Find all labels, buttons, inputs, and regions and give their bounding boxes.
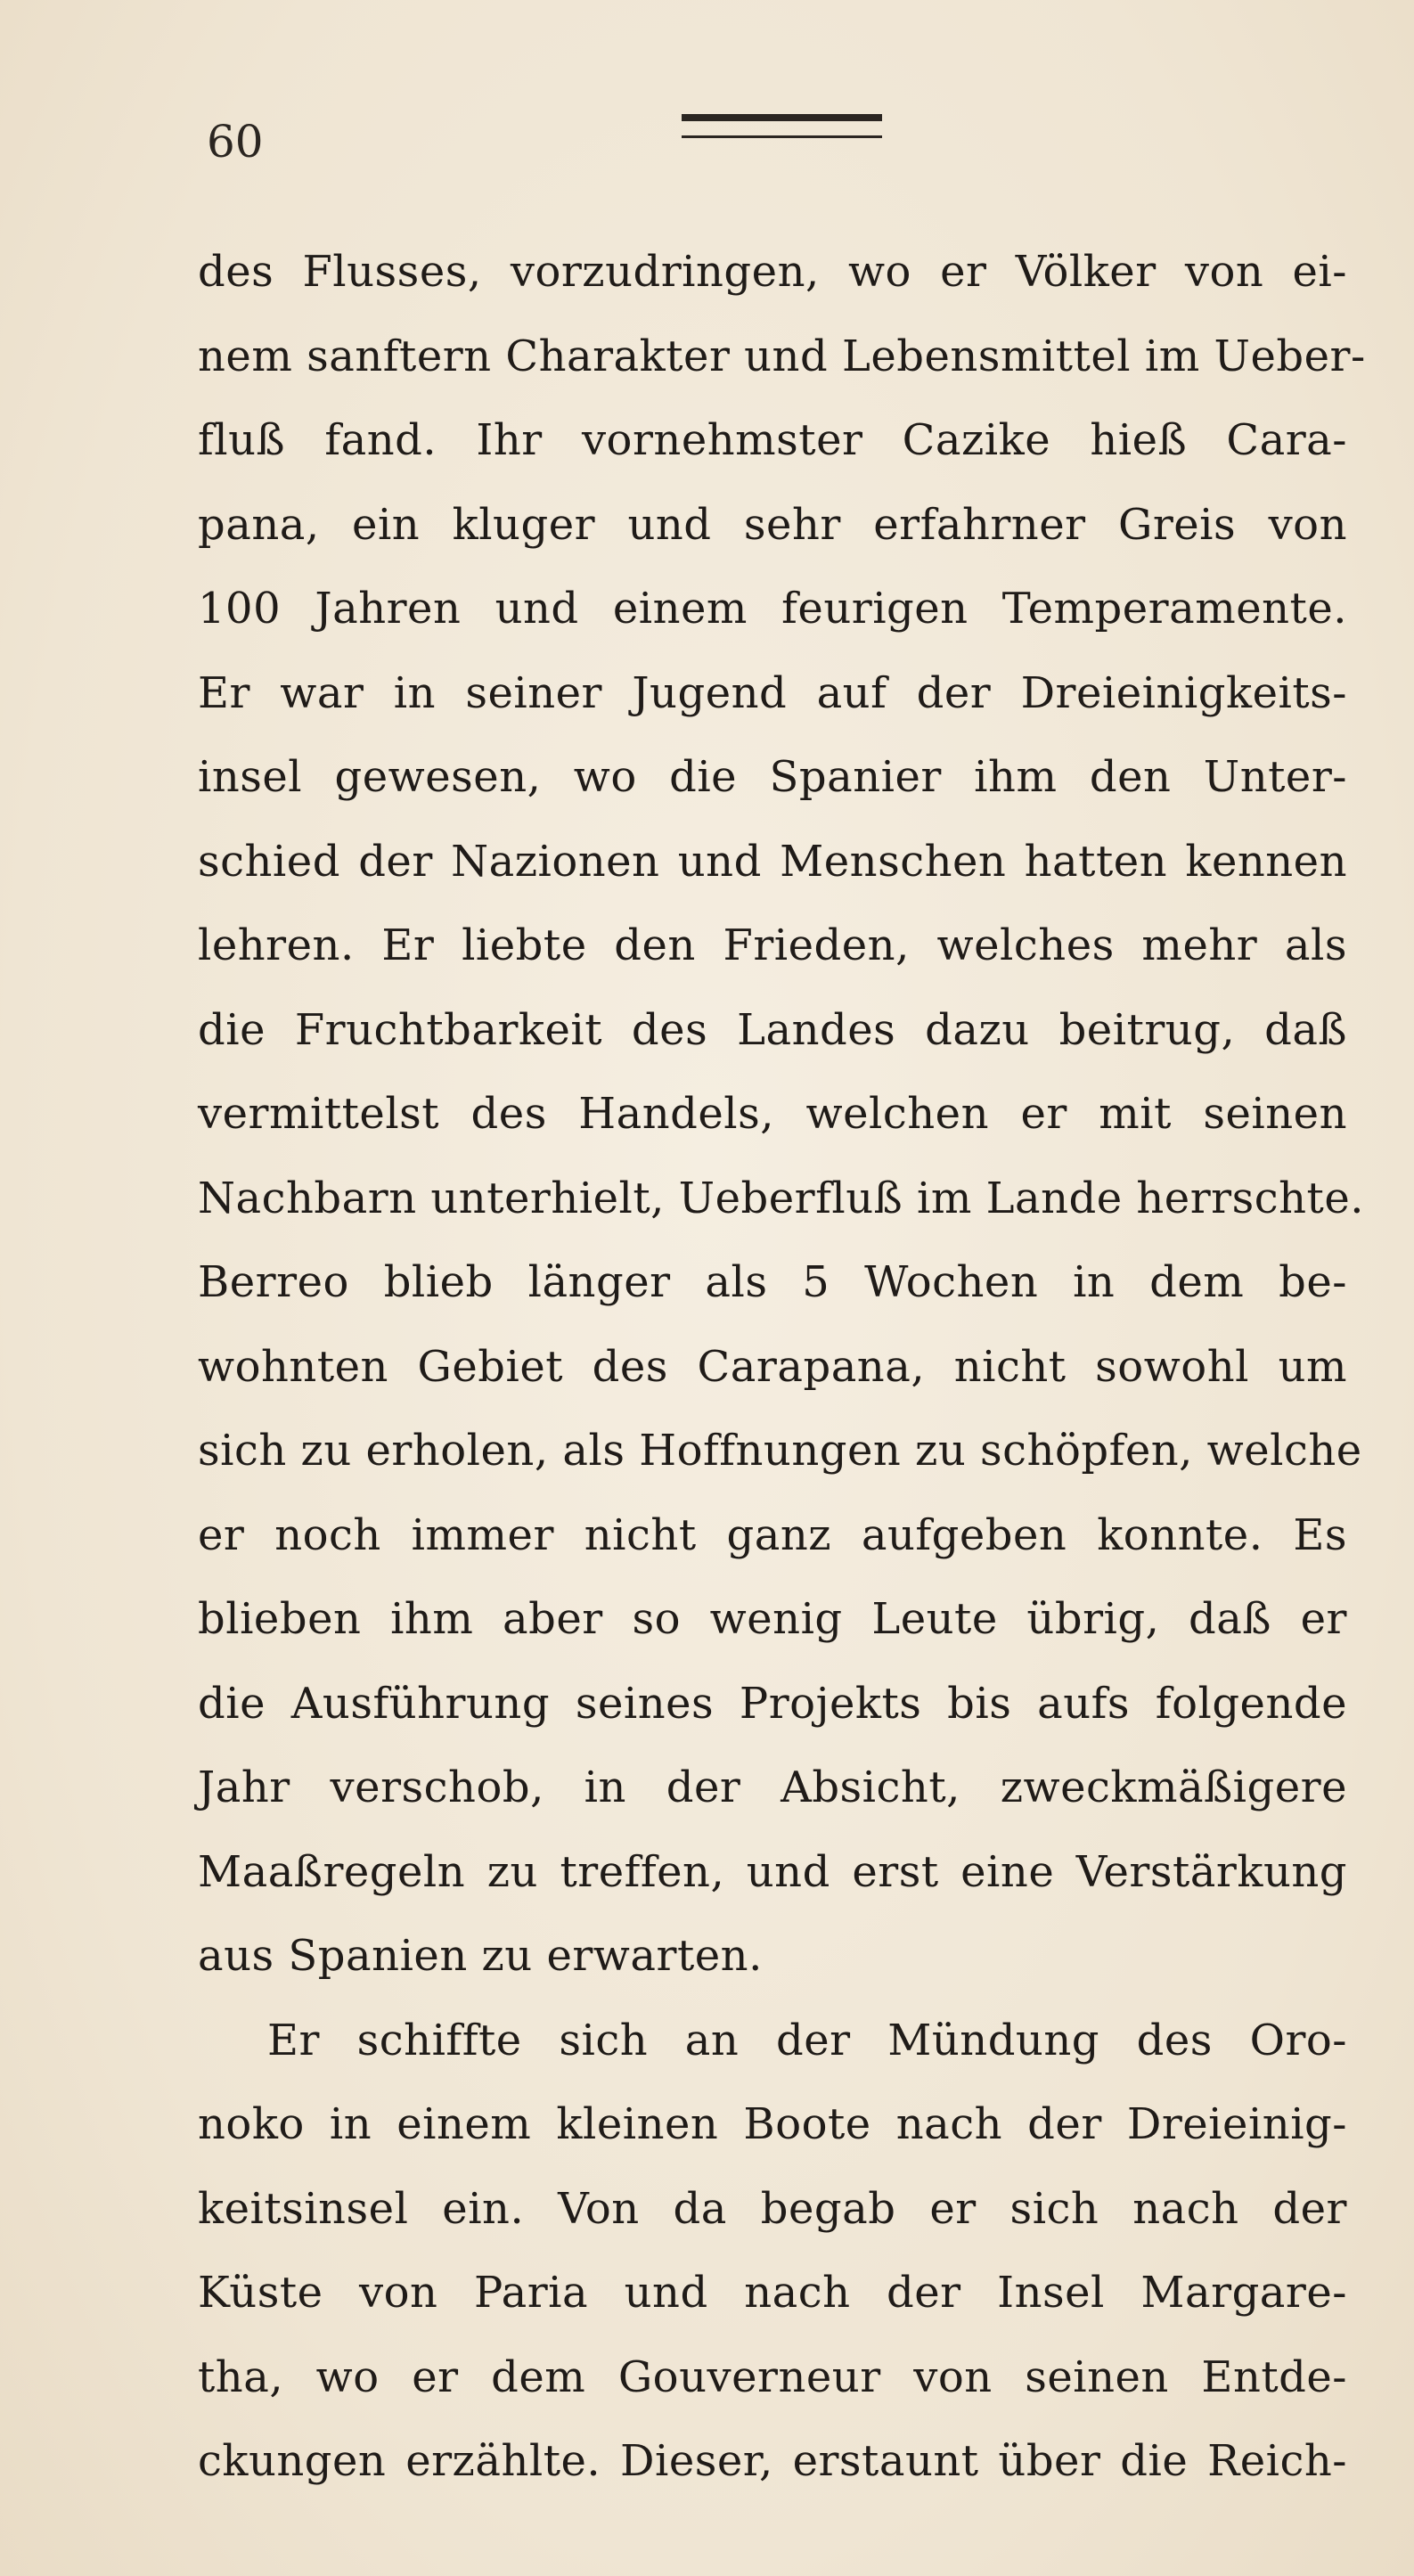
text-line: Küste von Paria und nach der Insel Margare-	[198, 2268, 1347, 2318]
header-rule	[682, 114, 882, 141]
text-line: 100 Jahren und einem feurigen Temperamente.	[198, 584, 1347, 634]
text-line: ckungen erzählte. Dieser, erstaunt über die Reich-	[198, 2436, 1347, 2486]
text-line: Jahr verschob, in der Absicht, zweckmäßigere	[198, 1762, 1347, 1812]
paragraph-end-line: aus Spanien zu erwarten.	[198, 1931, 763, 1981]
text-line: er noch immer nicht ganz aufgeben konnte. Es	[198, 1509, 1347, 1560]
header-rule-thick	[682, 114, 882, 121]
text-line: des Flusses, vorzudringen, wo er Völker von ei-	[198, 247, 1347, 297]
text-line: keitsinsel ein. Von da begab er sich nach der	[198, 2183, 1347, 2234]
page-number: 60	[207, 116, 264, 168]
text-line: nem sanftern Charakter und Lebensmittel im Ueber-	[198, 331, 1366, 381]
paragraph-start-line: Er schiffte sich an der Mündung des Oro-	[267, 2015, 1347, 2065]
text-line: insel gewesen, wo die Spanier ihm den Unter-	[198, 752, 1347, 802]
text-line: Maaßregeln zu treffen, und erst eine Verstärkung	[198, 1846, 1347, 1897]
text-line: schied der Nazionen und Menschen hatten kennen	[198, 836, 1347, 887]
text-line: Er war in seiner Jugend auf der Dreieinigkeits-	[198, 667, 1347, 718]
header-rule-thin	[682, 135, 882, 138]
text-line: vermittelst des Handels, welchen er mit seinen	[198, 1089, 1347, 1139]
text-line: pana, ein kluger und sehr erfahrner Greis von	[198, 499, 1347, 550]
text-line: lehren. Er liebte den Frieden, welches mehr als	[198, 920, 1347, 970]
text-line: die Ausführung seines Projekts bis aufs folgende	[198, 1678, 1347, 1729]
text-line: blieben ihm aber so wenig Leute übrig, daß er	[198, 1594, 1347, 1644]
text-line: fluß fand. Ihr vornehmster Cazike hieß Cara-	[198, 415, 1347, 465]
text-line: noko in einem kleinen Boote nach der Dreieinig-	[198, 2099, 1347, 2149]
text-line: sich zu erholen, als Hoffnungen zu schöpfen, welche	[198, 1426, 1362, 1476]
body-text	[198, 230, 1366, 2504]
text-line: wohnten Gebiet des Carapana, nicht sowohl um	[198, 1341, 1347, 1392]
text-line: Nachbarn unterhielt, Ueberfluß im Lande herrschte.	[198, 1173, 1364, 1223]
text-line: Berreo blieb länger als 5 Wochen in dem be-	[198, 1257, 1347, 1307]
text-line: tha, wo er dem Gouverneur von seinen Entde-	[198, 2351, 1347, 2402]
text-line: die Fruchtbarkeit des Landes dazu beitrug, daß	[198, 1004, 1347, 1055]
